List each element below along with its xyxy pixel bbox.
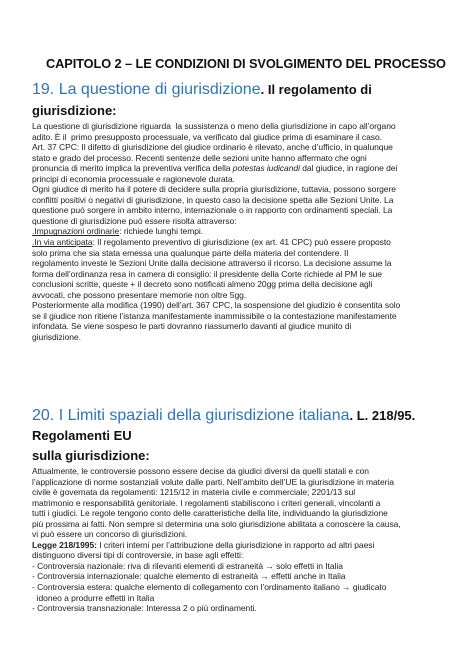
text-line — [32, 508, 452, 519]
line-text: forma dell’ordinanza resa in camera di consiglio: il presidente della Corte richiede al PM le sue — [32, 268, 382, 279]
text-line — [32, 121, 452, 132]
chapter-title: CAPITOLO 2 – LE CONDIZIONI DI SVOLGIMENTO DEL PROCESSO — [46, 56, 446, 71]
line-text: giurisdizione. — [32, 331, 81, 342]
line-text: - Controversia transnazionale: Interessa 2 o più ordinamenti. — [32, 603, 257, 614]
section-19 — [32, 79, 452, 342]
section-19-title: 19. La questione di giurisdizione — [32, 81, 261, 98]
line-text: più prossima ai fatti. Non sempre si determina una solo giurisdizione abilitata a conoscere la causa, — [32, 518, 401, 529]
text-line — [32, 248, 452, 259]
section-20-body — [32, 466, 452, 614]
line-text: pronuncia di merito implica la preventiva verifica della — [32, 163, 233, 174]
text-line — [32, 477, 452, 488]
section-19-body — [32, 121, 452, 342]
underlined-text: .In via anticipata — [32, 237, 93, 248]
text-line — [32, 279, 452, 290]
line-text: civile è governata da regolamenti: 1215/12 in materia civile e commerciale; 2201/13 sul — [32, 487, 356, 498]
text-line — [32, 561, 452, 572]
text-line — [32, 174, 452, 185]
text-line — [32, 466, 452, 477]
text-line — [32, 529, 452, 540]
text-line — [32, 269, 452, 280]
line-text: distinguono diversi tipi di controversie, in base agli effetti: — [32, 550, 244, 561]
text-line — [32, 519, 452, 530]
line-text: conclusioni scritte, queste + il decreto sono notificati almeno 20gg prima della decisione agli — [32, 279, 373, 290]
text-line — [32, 487, 452, 498]
line-text: matrimonio e responsabilità genitoriale. I regolamenti stabiliscono i criteri generali, vincolanti a — [32, 497, 381, 508]
line-text: regolamento investe le Sezioni Unite dalla decisione attraverso il ricorso. La decisione assume la — [32, 258, 392, 269]
text-line — [32, 132, 452, 143]
line-text: avvocati, che possono presentare memorie non oltre 5gg. — [32, 289, 247, 300]
bold-text: Legge 218/1995: — [32, 539, 97, 550]
line-text: Posteriormente alla modifica (1990) dell’art. 367 CPC, la sospensione del giudizio è consentita solo — [32, 300, 401, 311]
line-text: - Controversia internazionale: qualche elemento di estraneità → effetti anche in Italia — [32, 571, 346, 582]
line-text: - Controversia estera: qualche elemento di collegamento con l’ordinamento italiano → giudicato — [32, 582, 387, 593]
text-line — [32, 237, 452, 248]
text-line — [32, 216, 452, 227]
line-text: solo prima che sia stata emessa una qualunque parte della materia del contendere. Il — [32, 247, 349, 258]
text-line — [32, 498, 452, 509]
text-line — [32, 603, 452, 614]
text-line — [32, 550, 452, 561]
text-line — [32, 582, 452, 593]
section-20-subtitle-line2: sulla giurisdizione: — [32, 448, 150, 463]
text-line — [32, 321, 452, 332]
text-line — [32, 184, 452, 195]
line-text: vi può essere un concorso di giurisdizioni. — [32, 529, 188, 540]
section-20 — [32, 406, 452, 614]
line-text: adito. È il primo presupposto processuale, va verificato dal giudice prima di esaminare il caso. — [32, 131, 382, 142]
line-text: : richiede lunghi tempi. — [119, 226, 204, 237]
line-text: principi di economia processuale e ragionevole durata. — [32, 173, 235, 184]
text-line — [32, 195, 452, 206]
text-line — [32, 300, 452, 311]
line-text: questione può sorgere in ambito interno, internazionale o in rapporto con ordinamenti speciali. La — [32, 205, 393, 216]
line-text: conflitti positivi o negativi di giurisdizione, in questo caso la decisione spetta alle Sezioni Unite. La — [32, 194, 394, 205]
line-text: tutti i giudici. Le regole tengono conto delle caratteristiche della lite, individuando la giurisdizione — [32, 508, 388, 519]
line-text: se il giudice non ritiene l’istanza manifestamente inammissibile o la contestazione manifestamente — [32, 310, 397, 321]
line-text: stato e grado del processo. Recenti sentenze delle sezioni unite hanno affermato che ogni — [32, 152, 367, 163]
line-text: Art. 37 CPC: Il difetto di giurisdizione del giudice ordinario è rilevato, anche d’ufficio, in qualunque — [32, 142, 393, 153]
line-text: I criteri interni per l’attribuzione della giurisdizione in rapporto ad altri paesi — [96, 539, 375, 550]
line-text: : Il regolamento preventivo di giurisdizione (ex art. 41 CPC) può essere proposto — [92, 237, 391, 248]
text-line — [32, 205, 452, 216]
text-line — [32, 332, 452, 343]
line-text: La questione di giurisdizione riguarda la sussistenza o meno della giurisdizione in capo all’organo — [32, 121, 396, 131]
section-20-heading — [32, 406, 452, 466]
text-line — [32, 258, 452, 269]
text-line — [32, 142, 452, 153]
line-text: infondata. Se viene sospeso le parti dovranno riassumerlo davanti al giudice munito di — [32, 321, 352, 332]
line-text: dal giudice, in ragione dei — [299, 163, 398, 174]
line-text: idoneo a produrre effetti in Italia — [32, 592, 155, 603]
text-line — [32, 153, 452, 164]
line-text: - Controversia nazionale: riva di rilevanti elementi di estraneità → solo effetti in Italia — [32, 560, 343, 571]
italic-text: potestas iudicandi — [232, 163, 300, 174]
underlined-text: .Impugnazioni ordinarie — [32, 226, 120, 237]
text-line — [32, 593, 452, 604]
section-19-subtitle: . Il regolamento di giurisdizione: — [32, 82, 372, 118]
section-20-subtitle: . L. 218/95. Regolamenti EU — [32, 408, 416, 443]
section-19-heading — [32, 79, 452, 121]
line-text: Attualmente, le controversie possono essere decise da giudici diversi da quelli statali e con — [32, 466, 369, 476]
line-text: l’applicazione di norme sostanziali volute dalle parti. Nell’ambito dell’UE la giurisdizione in materia — [32, 476, 394, 487]
section-20-title: 20. I Limiti spaziali della giurisdizione italiana — [32, 407, 350, 424]
line-text: Ogni giudice di merito ha il potere di decidere sulla propria giurisdizione, tuttavia, possono sorgere — [32, 184, 396, 195]
text-line — [32, 163, 452, 174]
text-line — [32, 571, 452, 582]
text-line — [32, 540, 452, 551]
line-text: questione di giurisdizione può essere risolta attraverso: — [32, 215, 237, 226]
text-line — [32, 290, 452, 301]
text-line — [32, 311, 452, 322]
text-line — [32, 226, 452, 237]
